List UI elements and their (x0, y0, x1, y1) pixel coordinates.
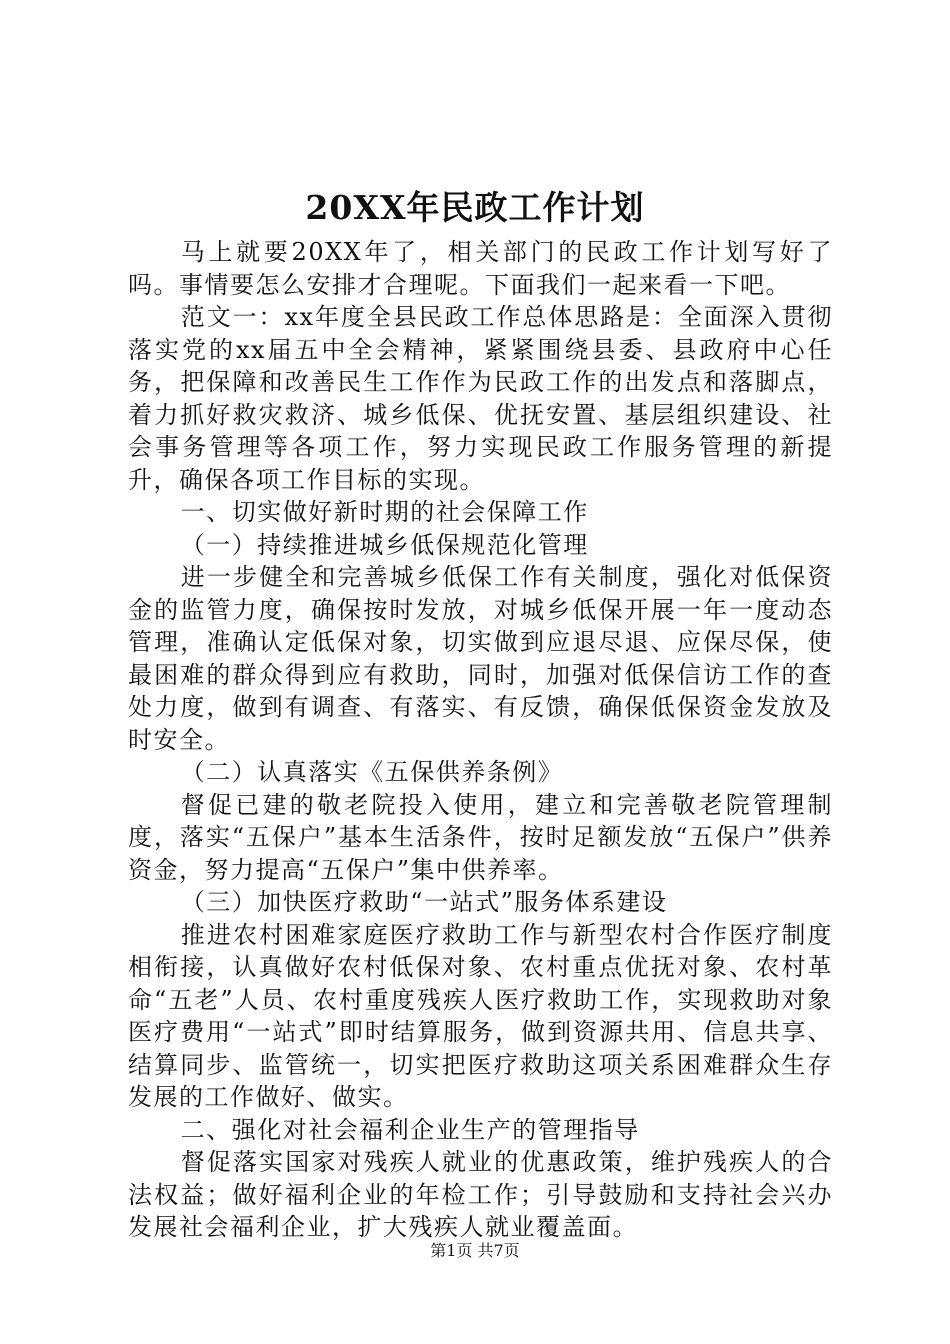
section-2-paragraph: 督促落实国家对残疾人就业的优惠政策，维护残疾人的合法权益；做好福利企业的年检工作；引导鼓励和支持社会兴办发展社会福利企业，扩大残疾人就业覆盖面。 (128, 1148, 833, 1241)
subsection-1-paragraph: 进一步健全和完善城乡低保工作有关制度，强化对低保资金的监管力度，确保按时发放，对城乡低保开展一年一度动态管理，准确认定低保对象，切实做到应退尽退、应保尽保，使最困难的群众得到应有救助，同时，加强对低保信访工作的查处力度，做到有调查、有落实、有反馈，确保低保资金发放及时安全。 (128, 563, 833, 754)
sample-one-paragraph: 范文一：xx年度全县民政工作总体思路是：全面深入贯彻落实党的xx届五中全会精神，紧紧围绕县委、县政府中心任务，把保障和改善民生工作作为民政工作的出发点和落脚点，着力抓好救灾救济、城乡低保、优抚安置、基层组织建设、社会事务管理等各项工作，努力实现民政工作服务管理的新提升，确保各项工作目标的实现。 (128, 303, 833, 494)
subsection-heading-3: （三）加快医疗救助“一站式”服务体系建设 (180, 888, 668, 916)
document-body (128, 236, 833, 1244)
subsection-2-paragraph: 督促已建的敬老院投入使用，建立和完善敬老院管理制度，落实“五保户”基本生活条件，按时足额发放“五保户”供养资金，努力提高“五保户”集中供养率。 (128, 790, 833, 884)
subsection-heading-2: （二）认真落实《五保供养条例》 (180, 758, 564, 786)
section-heading-1: 一、切实做好新时期的社会保障工作 (180, 498, 589, 526)
subsection-3-paragraph: 推进农村困难家庭医疗救助工作与新型农村合作医疗制度相衔接，认真做好农村低保对象、农村重点优抚对象、农村革命“五老”人员、农村重度残疾人医疗救助工作，实现救助对象医疗费用“一站式”即时结算服务，做到资源共用、信息共享、结算同步、监管统一，切实把医疗救助这项关系困难群众生存发展的工作做好、做实。 (128, 920, 833, 1111)
document-title: 20XX年民政工作计划 (305, 188, 645, 227)
subsection-heading-1: （一）持续推进城乡低保规范化管理 (180, 530, 589, 559)
intro-paragraph: 马上就要20XX年了，相关部门的民政工作计划写好了吗。事情要怎么安排才合理呢。下面我们一起来看一下吧。 (128, 238, 833, 299)
page-number-footer: 第1页 共7页 (430, 1241, 520, 1260)
section-heading-2: 二、强化对社会福利企业生产的管理指导 (180, 1115, 640, 1144)
